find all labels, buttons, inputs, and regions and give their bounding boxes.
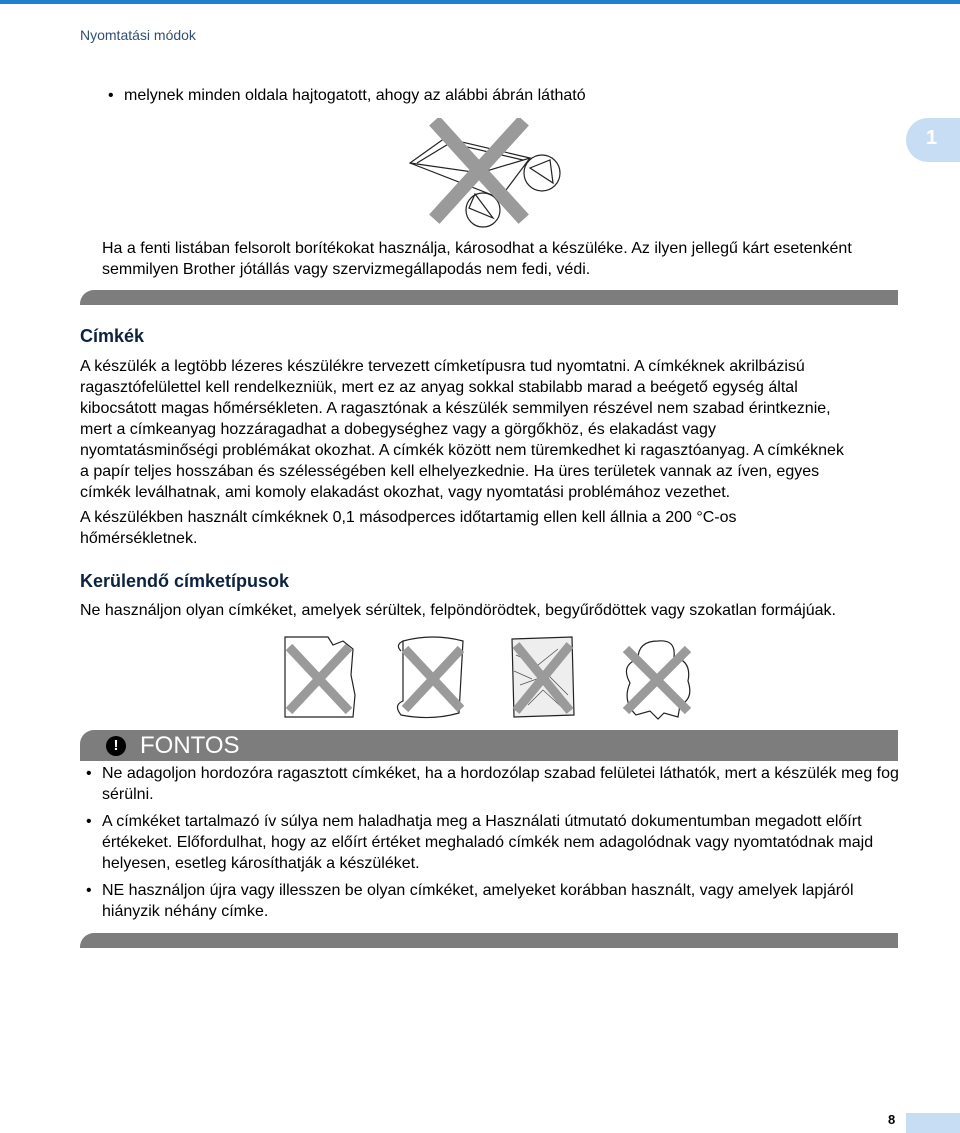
text-line: A készülékben használt címkéknek 0,1 másodperces időtartamig ellen kell állnia a 200 °C-os — [80, 509, 737, 526]
text-line: kibocsátott magas hőmérsékleten. A ragasztónak a készülék semmilyen részével nem szabad érintkeznie, — [80, 400, 831, 417]
wrinkled-label-sheet-illustration — [508, 635, 578, 720]
text-line: hőmérsékletnek. — [80, 530, 198, 547]
text-line: A készülék a legtöbb lézeres készülékre tervezett címketípusra tud nyomtatni. A címkéknek akrilbázisú — [80, 358, 805, 375]
chapter-number: 1 — [926, 127, 938, 149]
text-line: ragasztófelülettel kell rendelkezniük, mert ez az anyag sokkal stabilabb marad a beégető egység által — [80, 379, 798, 396]
bullet-icon: • — [108, 87, 114, 104]
curled-label-sheet-illustration — [393, 635, 473, 720]
list-item: • Ne adagoljon hordozóra ragasztott címkéket, ha a hordozólap szabad felületei láthatók, mert a készülék meg fog sérülni. — [80, 763, 900, 805]
chapter-tab — [906, 118, 960, 162]
section-title-avoid: Kerülendő címketípusok — [80, 571, 290, 591]
text-line: nyomtatásminőségi problémákat okozhat. A címkék között nem türemkedhet ki ragasztóanyag. A címkéknek — [80, 442, 844, 459]
important-list — [80, 763, 900, 928]
section-separator — [80, 290, 898, 305]
labels-paragraph-2 — [80, 507, 900, 549]
running-header: Nyomtatási módok — [80, 27, 196, 43]
warning-icon: ! — [106, 736, 126, 756]
page-number: 8 — [888, 1112, 896, 1127]
labels-paragraph-1 — [80, 356, 900, 503]
top-accent-line — [0, 0, 960, 4]
folded-envelope-illustration — [405, 118, 570, 228]
envelope-bullet-text: melynek minden oldala hajtogatott, ahogy az alábbi ábrán látható — [124, 87, 586, 104]
section-title-labels: Címkék — [80, 326, 145, 346]
damaged-label-sheet-illustration — [283, 635, 358, 720]
list-item: • NE használjon újra vagy illesszen be olyan címkéket, amelyeket korábban használt, vagy amelyek lapjáról hiányzik néhány címke. — [80, 880, 900, 922]
warning-line: Ha a fenti listában felsorolt borítékokat használja, károsodhat a készüléke. Az ilyen jellegű kárt esetenként — [102, 240, 852, 257]
avoid-intro: Ne használjon olyan címkéket, amelyek sérültek, felpöndörödtek, begyűrődöttek vagy szokatlan formájúak. — [80, 602, 836, 619]
list-item: • A címkéket tartalmazó ív súlya nem haladhatja meg a Használati útmutató dokumentumban megadott előírt értékeket. Előfordulhat, hogy az előírt értéket meghaladó címkék nem adagolódnak vagy nyomtatódnak majd helyesen, esetleg károsíthatják a készüléket. — [80, 811, 900, 874]
envelope-warning — [102, 238, 902, 280]
page-number-tab — [906, 1113, 960, 1133]
important-label: FONTOS — [140, 732, 240, 759]
irregular-label-shape-illustration — [618, 635, 698, 720]
text-line: mert a címkeanyag hozzáragadhat a dobegységhez vagy a görgőkhöz, és elakadást vagy — [80, 421, 716, 438]
text-line: a papír teljes hosszában és szélességében kell elhelyezkednie. Ha üres területek vannak az íven, egyes — [80, 463, 820, 480]
text-line: címkék leválhatnak, ami komoly elakadást okozhat, vagy nyomtatási problémához vezethet. — [80, 484, 731, 501]
warning-line: semmilyen Brother jótállás vagy szervizmegállapodás nem fedi, védi. — [102, 261, 591, 278]
section-separator — [80, 933, 898, 948]
